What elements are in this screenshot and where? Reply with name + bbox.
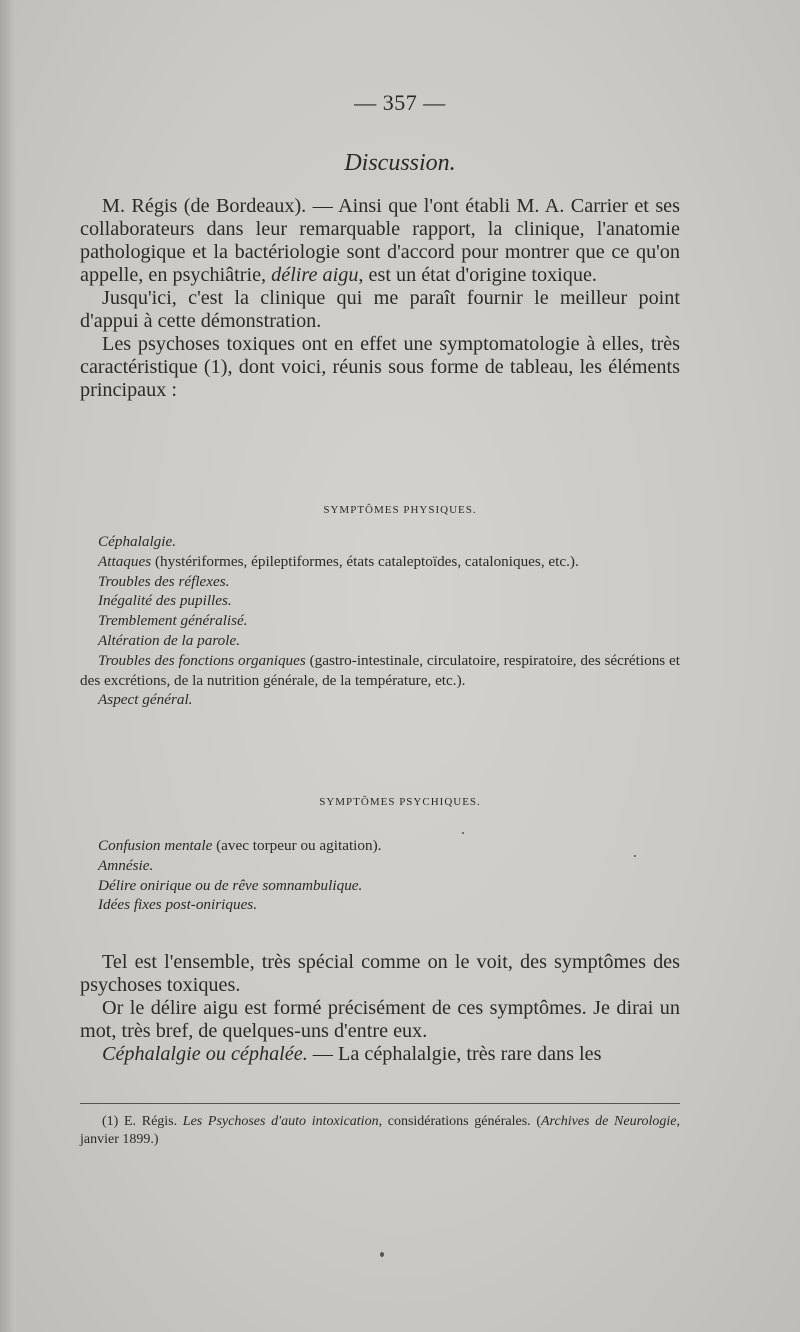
- list-item: [80, 572, 680, 592]
- list-item: [80, 552, 680, 572]
- footnote-marker: (1): [102, 1114, 119, 1129]
- ink-speck: [462, 832, 464, 834]
- psychic-symptoms-list: [80, 836, 680, 915]
- closing-p3-emphasis: Céphalalgie ou céphalée.: [102, 1043, 308, 1065]
- item-term: Attaques: [98, 552, 152, 570]
- footnote-tail: , janvier 1899.): [80, 1114, 680, 1147]
- ink-speck: [634, 855, 636, 857]
- page-binding-edge: [0, 0, 16, 1332]
- closing-paragraph-2: Or le délire aigu est formé précisément de ces symptômes. Je dirai un mot, très bref, de quelques-uns d'entre eux.: [80, 997, 680, 1042]
- item-term: Idées fixes post-oniriques.: [98, 896, 258, 914]
- item-detail: (avec torpeur ou agitation).: [212, 837, 382, 854]
- intro-p1-tail: , est un état d'origine toxique.: [358, 264, 597, 286]
- intro-paragraph-1: [80, 195, 680, 287]
- item-term: Inégalité des pupilles.: [98, 592, 232, 610]
- item-term: Aspect général.: [98, 691, 193, 709]
- item-term: Amnésie.: [98, 856, 154, 874]
- intro-paragraph-3: Les psychoses toxiques ont en effet une symptomatologie à elles, très caractéristique (1), dont voici, réunis sous forme de tableau, les éléments principaux :: [80, 333, 680, 401]
- closing-p3-text: — La céphalalgie, très rare dans les: [307, 1043, 602, 1065]
- list-item: [80, 631, 680, 651]
- ink-speck: [380, 1252, 384, 1257]
- intro-p1-emphasis: délire aigu: [271, 264, 359, 286]
- section-title: Discussion.: [344, 150, 456, 176]
- list-item: [80, 836, 680, 856]
- page-number: — 357 —: [354, 90, 446, 115]
- list-item: [80, 591, 680, 611]
- footnote-journal: Archives de Neurologie: [541, 1114, 677, 1129]
- physical-symptoms-list: [80, 532, 680, 710]
- intro-text: [80, 195, 680, 402]
- item-term: Délire onirique ou de rêve somnambulique.: [98, 876, 363, 894]
- item-term: Altération de la parole.: [98, 631, 241, 649]
- footnote-text: , considérations générales. (: [378, 1114, 541, 1129]
- physical-symptoms-heading: SYMPTÔMES PHYSIQUES.: [323, 504, 477, 516]
- item-term: Troubles des fonctions organiques: [98, 651, 306, 669]
- closing-text: [80, 951, 680, 1066]
- list-item: [80, 532, 680, 552]
- item-term: Céphalalgie.: [98, 533, 177, 550]
- list-item: [80, 690, 680, 710]
- item-detail: (hystériformes, épileptiformes, états cataleptoïdes, cataloniques, etc.).: [151, 552, 579, 570]
- item-term: Confusion mentale: [98, 837, 213, 854]
- closing-paragraph-1: Tel est l'ensemble, très spécial comme on le voit, des symptômes des psychoses toxiques.: [80, 951, 680, 996]
- footnote: [80, 1113, 680, 1149]
- closing-paragraph-3: [80, 1043, 680, 1066]
- intro-p1-lead: M. Régis (de Bordeaux). — Ainsi que l'ont établi M. A. Carrier et ses collaborateurs dans leur remarquable rapport, la clinique, l'anatomie pathologique et la bactériologie sont d'accord pour montrer que ce qu'on appelle, en psychiâtrie,: [80, 195, 680, 286]
- footnote-divider: [80, 1103, 680, 1104]
- intro-paragraph-2: Jusqu'ici, c'est la clinique qui me paraît fournir le meilleur point d'appui à cette démonstration.: [80, 287, 680, 332]
- psychic-symptoms-heading: SYMPTÔMES PSYCHIQUES.: [319, 796, 481, 808]
- footnote-author: E. Régis.: [118, 1114, 183, 1129]
- item-term: Tremblement généralisé.: [98, 612, 248, 630]
- list-item: [80, 856, 680, 876]
- list-item: [80, 895, 680, 915]
- item-term: Troubles des réflexes.: [98, 572, 230, 590]
- list-item: [80, 611, 680, 631]
- list-item: [80, 651, 680, 691]
- list-item: [80, 876, 680, 896]
- footnote-title: Les Psychoses d'auto intoxication: [182, 1114, 379, 1129]
- item-detail: (gastro-intestinale, circulatoire, respiratoire, des sécrétions et des excrétions, de la nutrition générale, de la température, etc.).: [80, 651, 680, 689]
